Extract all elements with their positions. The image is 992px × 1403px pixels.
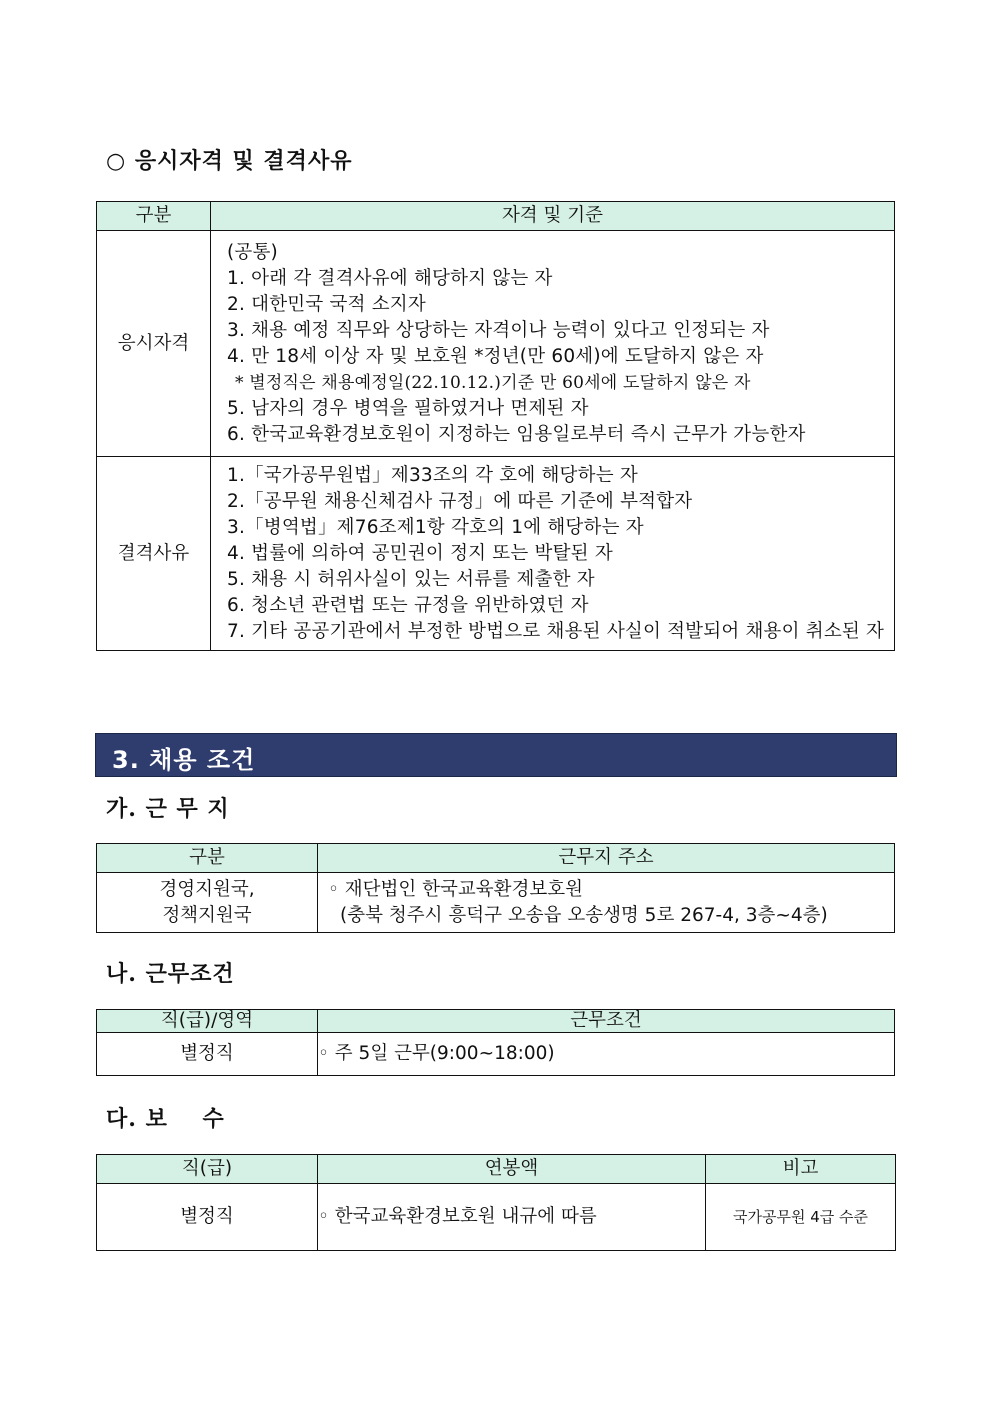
row-category: 결격사유 bbox=[97, 457, 211, 651]
footnote-item: * 별정직은 채용예정일(22.10.12.)기준 만 60세에 도달하지 않은 자 bbox=[235, 372, 751, 393]
workplace-heading: 가. 근 무 지 bbox=[106, 796, 230, 822]
list-item: 1.「국가공무원법」제33조의 각 호에 해당하는 자 bbox=[227, 464, 638, 486]
table-row-qualification bbox=[97, 231, 895, 457]
list-item: 3. 채용 예정 직무와 상당하는 자격이나 능력이 있다고 인정되는 자 bbox=[227, 319, 770, 341]
table-row-disqualification bbox=[97, 457, 895, 651]
address-cell bbox=[318, 873, 895, 933]
pay-heading: 다. 보 수 bbox=[106, 1106, 225, 1132]
row-category: 응시자격 bbox=[97, 231, 211, 457]
list-item: 4. 만 18세 이상 자 및 보호원 *정년(만 60세)에 도달하지 않은 자 bbox=[227, 345, 764, 367]
col-header-grade: 직(급) bbox=[97, 1155, 318, 1184]
qualification-lines bbox=[211, 231, 895, 457]
section-banner bbox=[95, 733, 897, 777]
disqualification-lines bbox=[211, 457, 895, 651]
eligibility-table bbox=[96, 201, 895, 651]
col-header-criteria: 자격 및 기준 bbox=[211, 202, 895, 231]
department-cell bbox=[97, 873, 318, 933]
table-row bbox=[97, 1184, 896, 1251]
list-item: 5. 채용 시 허위사실이 있는 서류를 제출한 자 bbox=[227, 568, 595, 590]
conditions-heading: 나. 근무조건 bbox=[106, 961, 235, 987]
conditions-table bbox=[96, 1009, 895, 1076]
address-line: ◦ 재단법인 한국교육환경보호원 bbox=[328, 878, 583, 900]
col-header-salary: 연봉액 bbox=[318, 1155, 706, 1184]
address-line: (충북 청주시 흥덕구 오송읍 오송생명 5로 267-4, 3층~4층) bbox=[340, 904, 828, 926]
table-header-row bbox=[97, 844, 895, 873]
eligibility-heading: ○ 응시자격 및 결격사유 bbox=[106, 148, 353, 174]
table-row bbox=[97, 1033, 895, 1076]
table-header-row bbox=[97, 202, 895, 231]
table-row bbox=[97, 873, 895, 933]
col-header-conditions: 근무조건 bbox=[318, 1010, 895, 1033]
salary-cell: ◦ 한국교육환경보호원 내규에 따름 bbox=[318, 1184, 706, 1251]
list-item: 5. 남자의 경우 병역을 필하였거나 면제된 자 bbox=[227, 397, 589, 419]
table-header-row bbox=[97, 1155, 896, 1184]
list-item: 1. 아래 각 결격사유에 해당하지 않는 자 bbox=[227, 267, 553, 289]
col-header-category: 구분 bbox=[97, 202, 211, 231]
note-cell: 국가공무원 4급 수준 bbox=[706, 1184, 896, 1251]
col-header-grade: 직(급)/영역 bbox=[97, 1010, 318, 1033]
list-item: 6. 청소년 관련법 또는 규정을 위반하였던 자 bbox=[227, 594, 589, 616]
department-line: 경영지원국, bbox=[159, 878, 255, 900]
pay-table bbox=[96, 1154, 896, 1251]
list-item: 7. 기타 공공기관에서 부정한 방법으로 채용된 사실이 적발되어 채용이 취소된 자 bbox=[227, 620, 885, 642]
list-item: 2. 대한민국 국적 소지자 bbox=[227, 293, 426, 315]
department-line: 정책지원국 bbox=[162, 904, 252, 926]
list-item: 2.「공무원 채용신체검사 규정」에 따른 기준에 부적합자 bbox=[227, 490, 693, 512]
list-item: 3.「병역법」제76조제1항 각호의 1에 해당하는 자 bbox=[227, 516, 644, 538]
grade-cell: 별정직 bbox=[97, 1184, 318, 1251]
col-header-category: 구분 bbox=[97, 844, 318, 873]
section-title: 3. 채용 조건 bbox=[112, 746, 256, 774]
list-item: 6. 한국교육환경보호원이 지정하는 임용일로부터 즉시 근무가 가능한자 bbox=[227, 423, 806, 445]
workplace-table bbox=[96, 843, 895, 933]
col-header-address: 근무지 주소 bbox=[318, 844, 895, 873]
grade-cell: 별정직 bbox=[97, 1033, 318, 1076]
col-header-note: 비고 bbox=[706, 1155, 896, 1184]
condition-cell: ◦ 주 5일 근무(9:00~18:00) bbox=[318, 1033, 895, 1076]
list-item: 4. 법률에 의하여 공민권이 정지 또는 박탈된 자 bbox=[227, 542, 613, 564]
table-header-row bbox=[97, 1010, 895, 1033]
list-item: (공통) bbox=[227, 241, 278, 263]
